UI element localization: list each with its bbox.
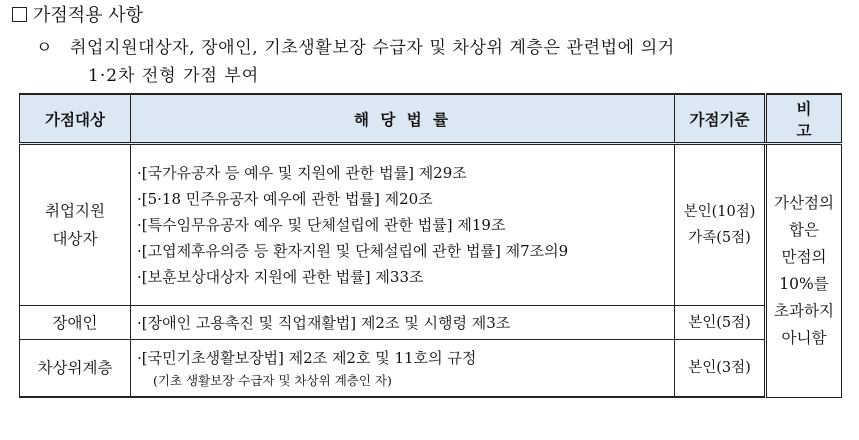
law-item: ·[장애인 고용촉진 및 직업재활법] 제2조 및 시행령 제3조	[137, 313, 511, 332]
checkbox-square-icon	[12, 7, 27, 22]
law-item: ·[고엽제후유의증 등 환자지원 및 단체설립에 관한 법률] 제7조의9	[137, 242, 569, 260]
bullet-paragraph	[36, 34, 851, 90]
target-veterans-line-2: 대상자	[52, 230, 98, 248]
section-title: 가점적용 사항	[33, 5, 144, 26]
standard-self: 본인(10점)	[683, 204, 756, 220]
bonus-points-table	[19, 93, 842, 398]
note-line: 초과하지	[774, 301, 834, 320]
table-row-disabled	[20, 306, 842, 340]
table-header-row	[20, 94, 842, 144]
cell-standard-disabled: 본인(5점)	[675, 306, 766, 340]
cell-target-veterans	[20, 144, 131, 306]
cell-standard-veterans	[675, 144, 766, 306]
section-heading	[12, 4, 143, 28]
bullet-text-1: 취업지원대상자, 장애인, 기초생활보장 수급자 및 차상위 계층은 관련법에 의거	[70, 38, 675, 58]
header-target: 가점대상	[20, 94, 131, 144]
cell-law-disabled	[131, 306, 675, 340]
standard-family: 가족(5점)	[688, 230, 751, 246]
cell-target-disabled: 장애인	[20, 306, 131, 340]
note-line: 가산점의	[774, 193, 834, 212]
note-line: 아니함	[781, 328, 827, 347]
law-item: ·[특수임무유공자 예우 및 단체설립에 관한 법률] 제19조	[137, 216, 506, 234]
cell-law-veterans	[131, 144, 675, 306]
cell-note	[766, 144, 842, 398]
bullet-line-1	[36, 34, 851, 62]
law-item: ·[국가유공자 등 예우 및 지원에 관한 법률] 제29조	[137, 164, 467, 182]
target-veterans-line-1: 취업지원	[45, 202, 105, 220]
table-row-veterans	[20, 144, 842, 306]
cell-law-low-income	[131, 340, 675, 398]
law-item: ·[국민기초생활보장법] 제2조 제2호 및 11호의 규정	[137, 349, 477, 367]
note-line: 합은	[789, 220, 819, 239]
cell-standard-low-income: 본인(3점)	[675, 340, 766, 398]
header-law: 해 당 법 률	[131, 94, 675, 144]
table-row-low-income	[20, 340, 842, 398]
header-standard: 가점기준	[675, 94, 766, 144]
note-line: 만점의	[781, 247, 827, 266]
bullet-line-2: 1·2차 전형 가점 부여	[88, 66, 260, 86]
law-item: ·[5·18 민주유공자 예우에 관한 법률] 제20조	[137, 190, 433, 208]
law-item: ·[보훈보상대상자 지원에 관한 법률] 제33조	[137, 268, 424, 286]
header-note: 비 고	[766, 94, 842, 144]
cell-target-low-income: 차상위계층	[20, 340, 131, 398]
note-line: 10%를	[779, 274, 829, 293]
bullet-mark: ㅇ	[36, 38, 54, 58]
law-note: (기초 생활보장 수급자 및 차상위 계층인 자)	[153, 373, 392, 388]
